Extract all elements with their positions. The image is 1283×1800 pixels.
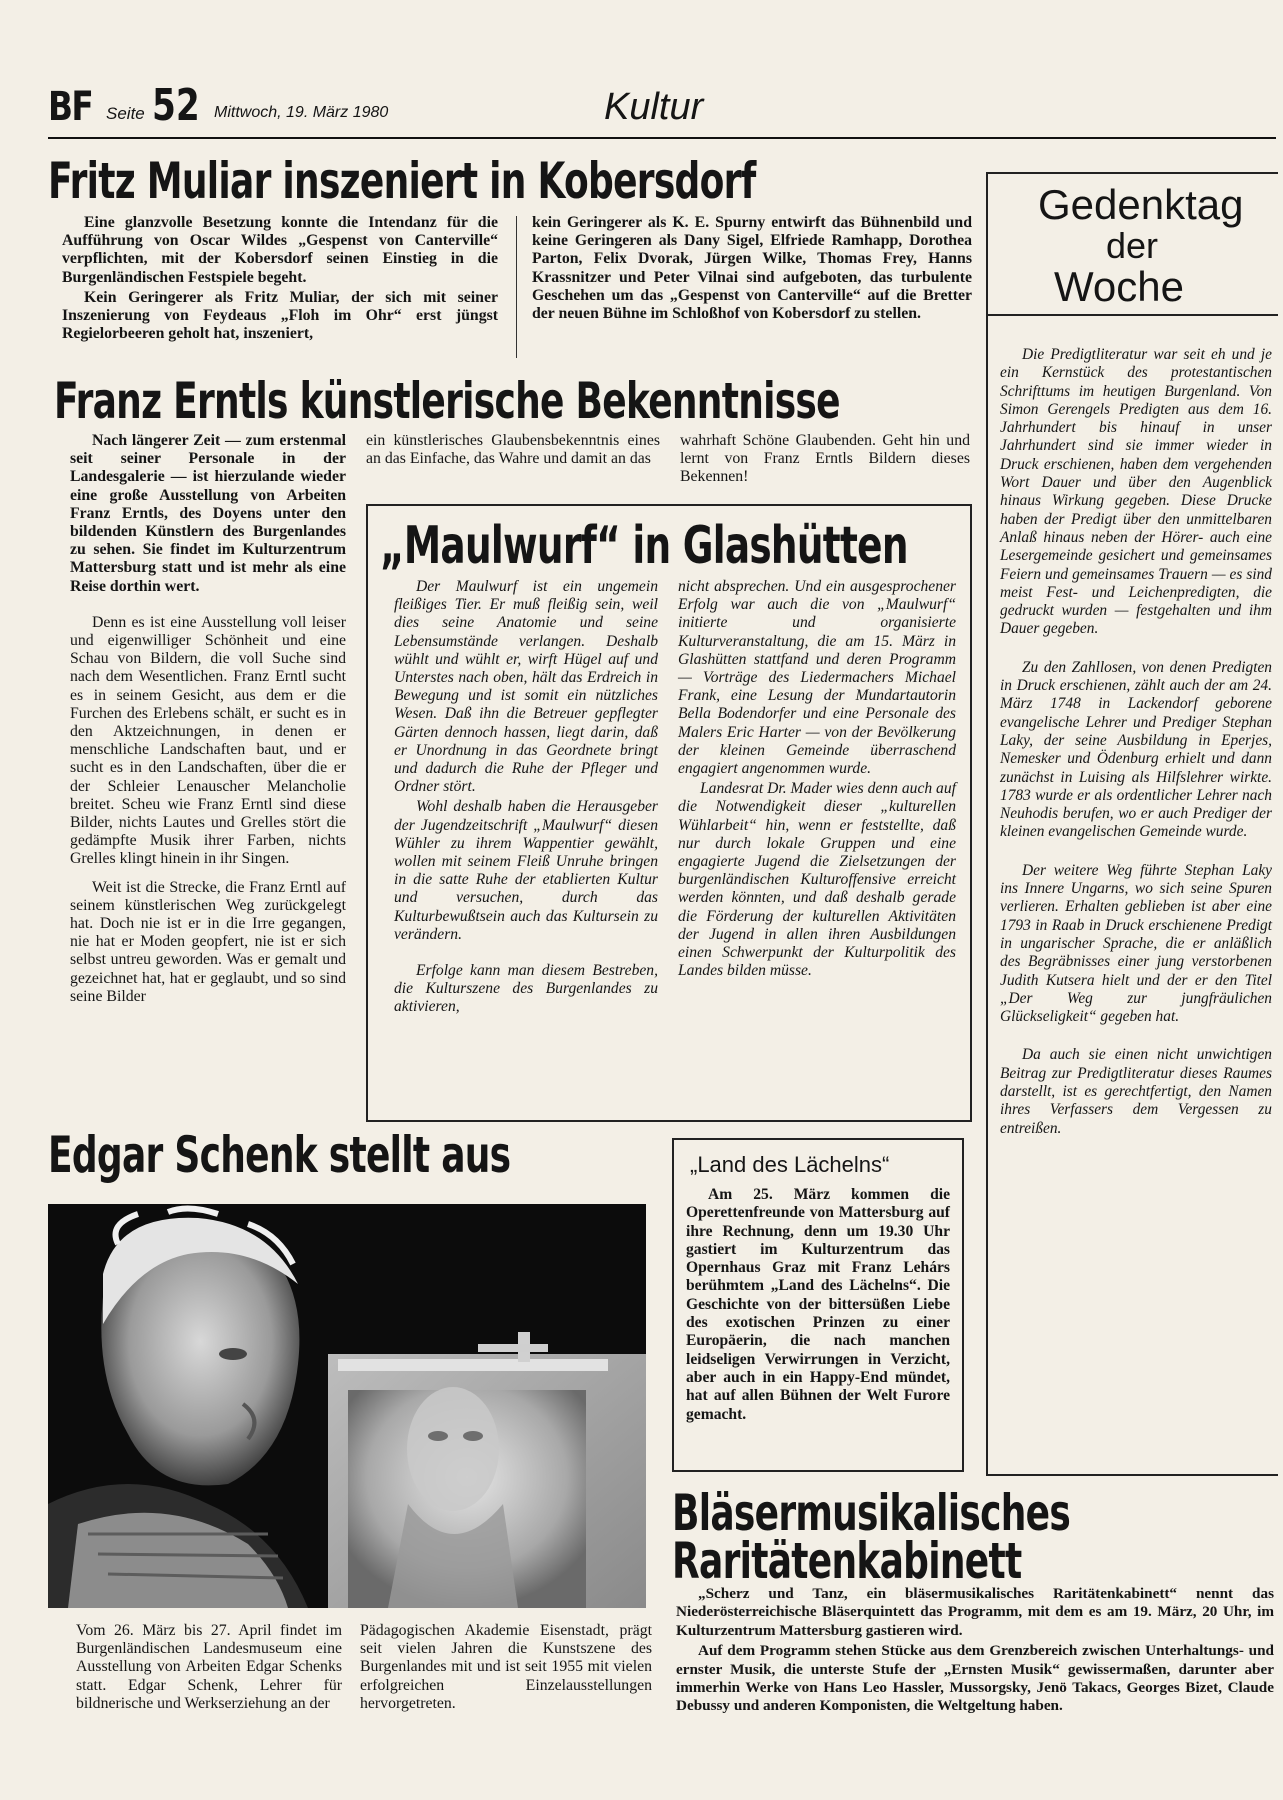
erntl-col2-text: ein künstlerisches Glaubensbekenntnis eines an das Einfache, das Wahre und damit an das <box>366 432 660 468</box>
maulwurf-paragraph: Wohl deshalb haben die Herausgeber der Jugendzeitschrift „Maulwurf“ diesen Wühler zu ihrem Wappentier gewählt, wollen mit seinem Fleiß Unruhe bringen in die satte Ruhe der etablierten Kultur und versuchen, durch das Kulturbewußtsein auch das Kultursein zu verändern. <box>394 798 658 943</box>
schenk-photo-image <box>48 1204 646 1608</box>
schenk-col1-text: Vom 26. März bis 27. April findet im Burgenländischen Landesmuseum eine Ausstellung von Arbeiten Edgar Schenks statt. Edgar Schenk, Lehrer für bildnerische und Werkserziehung an der <box>76 1622 342 1712</box>
muliar-paragraph: kein Geringerer als K. E. Spurny entwirft das Bühnenbild und keine Geringeren als Dany Sigel, Elfriede Ramhapp, Dorothea Parton, Felix Dvorak, Jürgen Wilke, Thomas Frey, Hanns Krassnitzer und Peter Vilnai sind aufgeboten, das turbulente Geschehen um das „Gespenst von Canterville“ auf die Bretter der neuen Bühne im Schloßhof von Kobersdorf zu stellen. <box>532 214 972 323</box>
logo: BF <box>48 84 93 130</box>
muliar-paragraph: Eine glanzvolle Besetzung konnte die Intendanz für die Aufführung von Oscar Wildes „Gespenst von Canterville“ verpflichten, mit der Kobersdorf seinen Einstieg in die Burgenländischen Festspiele begeht. <box>62 214 498 286</box>
erntl-headline: Franz Erntls künstlerische Bekenntnisse <box>54 372 840 430</box>
masthead-rule <box>48 137 1276 139</box>
gedenktag-body <box>1000 346 1272 1138</box>
maulwurf-headline: „Maulwurf“ in Glashütten <box>380 516 908 576</box>
schenk-col2-text: Pädagogischen Akademie Eisenstadt, prägt seit vielen Jahren die Kunstszene des Burgenlandes mit und ist seit 1955 mit vielen erfolgreichen Einzelausstellungen hervorgetreten. <box>360 1622 652 1712</box>
blaeser-body <box>676 1585 1274 1716</box>
erntl-col-2 <box>366 432 660 468</box>
muliar-paragraph: Kein Geringerer als Fritz Muliar, der sich mit seiner Inszenierung von Feydeaus „Floh im Ohr“ erst jüngst Regielorbeeren geholt hat, inszeniert, <box>62 288 498 343</box>
gedenktag-title-box <box>986 172 1278 316</box>
gedenktag-title-line3: Woche <box>1054 263 1184 310</box>
gedenktag-paragraph: Zu den Zahllosen, von denen Predigten in Druck erschienen, zählt auch der am 24. März 1748 in Lackendorf geborene evangelische Lehrer und Prediger Stephan Laky, der seine Ausbildung in Eperjes, Nemesker und Ödenburg erhielt und dann zunächst in Luising als Hilfslehrer wirkte. 1783 wurde er als ordentlicher Lehrer nach Neuhodis berufen, wo er auch Prediger der kleinen evangelischen Gemeinde wurde. <box>1000 658 1272 841</box>
blaeser-paragraph: „Scherz und Tanz, ein bläsermusikalisches Raritätenkabinett“ nennt das Niederösterreichische Bläserquintett das Programm, mit dem es am 19. März, 20 Uhr, im Kulturzentrum Mattersburg gastieren wird. <box>676 1585 1274 1639</box>
erntl-lead: Nach längerer Zeit — zum erstenmal seit seiner Personale in der Landesgalerie — ist hierzulande wieder eine große Ausstellung von Arbeiten Franz Erntls, des Doyens unter den bildenden Künstlern des Burgenlandes zu sehen. Sie findet im Kulturzentrum Mattersburg statt und ist mehr als eine Reise dorthin wert. <box>70 432 346 595</box>
maulwurf-paragraph: Landesrat Dr. Mader wies denn auch auf die Notwendigkeit dieser „kulturellen Wühlarbeit“ hin, wenn er feststellte, daß nur durch lokale Gruppen und eine engagierte Jugend die Zielsetzungen der burgenländischen Kulturoffensive erreicht werden könnten, und daß deshalb gerade die Förderung der kulturellen Aktivitäten der Jugend in allen ihren Ausbildungen einen Schwerpunkt der Kulturpolitik des Landes bilden müsse. <box>678 780 956 980</box>
issue-date: Mittwoch, 19. März 1980 <box>214 104 389 121</box>
page-number: 52 <box>152 80 200 131</box>
gedenktag-title-line1: Gedenktag <box>1038 181 1244 228</box>
muliar-col-2 <box>532 214 972 323</box>
page-label: Seite <box>106 104 145 123</box>
schenk-photo <box>48 1204 646 1608</box>
schenk-col-2 <box>360 1622 652 1713</box>
maulwurf-paragraph: Erfolge kann man diesem Bestreben, die Kulturszene des Burgenlandes zu aktivieren, <box>394 962 658 1016</box>
masthead <box>48 80 1276 136</box>
gedenktag-paragraph: Die Predigtliteratur war seit eh und je ein Kernstück des protestantischen Schrifttums im heutigen Burgenland. Von Simon Gerengels Predigten aus dem 16. Jahrhundert bis hinauf in unser Jahrhundert sind sie immer wieder in Druck erschienen, haben dem vergehenden Wort Dauer und über den Augenblick hinaus Wirkung gegeben. Diese Drucke haben der Predigt über den unmittelbaren Anlaß hinaus neben der Hörer- auch eine Lesergemeinde gesichert und gemeinsames Feiern und gemeinsames Trauern — es sind meist Fest- und Leichenpredigten, die gedruckt wurden — festgehalten und ihm Dauer gegeben. <box>1000 346 1272 638</box>
schenk-headline: Edgar Schenk stellt aus <box>48 1126 511 1184</box>
gedenktag-title-line2: der <box>1106 225 1159 266</box>
gedenktag-paragraph: Der weitere Weg führte Stephan Laky ins Innere Ungarns, wo sich seine Spuren verlieren. Erhalten geblieben ist aber eine 1793 in Raab in Druck erschienene Predigt in ungarischer Sprache, die er anläßlich des Begräbnisses einer jung verstorbenen Judith Kutsera hielt und der er den Titel „Der Weg zur jungfräulichen Glückseligkeit“ gegeben hat. <box>1000 861 1272 1026</box>
blaeser-paragraph: Auf dem Programm stehen Stücke aus dem Grenzbereich zwischen Unterhaltungs- und ernster Musik, die unterste Stufe der „Ernsten Musik“ gewissermaßen, darunter aber immerhin Werke von Hans Leo Hassler, Mussorgsky, Jenö Takacs, Georges Bizet, Claude Debussy und anderen Komponisten, die Weltgeltung haben. <box>676 1642 1274 1715</box>
schenk-col-1 <box>76 1622 342 1713</box>
laechelns-body: Am 25. März kommen die Operettenfreunde von Mattersburg auf ihre Rechnung, denn um 19.30 Uhr gastiert im Kulturzentrum das Opernhaus Graz mit Franz Lehárs berühmtem „Land des Lächelns“. Die Geschichte von der bittersüßen Liebe des exotischen Prinzen zu einer Europäerin, die nach manchen leidseligen Verwirrungen in Verzicht, aber auch in ein Happy-End mündet, hat auf allen Bühnen der Welt Furore gemacht. <box>686 1186 950 1423</box>
laechelns-title: „Land des Lächelns“ <box>690 1152 890 1177</box>
maulwurf-col-2 <box>678 578 956 980</box>
section-title: Kultur <box>604 86 704 128</box>
muliar-headline: Fritz Muliar inszeniert in Kobersdorf <box>48 152 756 210</box>
erntl-col3-text: wahrhaft Schöne Glaubenden. Geht hin und lernt von Franz Erntls Bildern dieses Bekennen! <box>680 432 970 486</box>
erntl-paragraph: Weit ist die Strecke, die Franz Erntl auf seinem künstlerischen Weg zurückgelegt hat. Doch nie ist er in die Irre gegangen, nie hat er Moden geopfert, nie ist er sich selbst untreu geworden. Was er gemalt und gezeichnet hat, hat er geglaubt, und so sind seine Bilder <box>70 878 346 1005</box>
erntl-col-1 <box>70 432 346 1006</box>
erntl-paragraph: Denn es ist eine Ausstellung voll leiser und eigenwilliger Schönheit und eine Schau von Bildern, die voll Suche sind nach dem Wesentlichen. Franz Erntl sucht es in seinem Gesicht, aus dem er die Furchen des Erlebens schält, er sucht es in den Aktzeichnungen, in denen er menschliche Landschaften baut, und er sucht es in den Landschaften, über die er der Schleier Lenauscher Melancholie breitet. Scheu wie Franz Erntl sind diese Bilder, nichts Lautes und Grelles stört die gedämpfte Musik ihrer Farben, nichts Grelles klingt hinein in ihr Singen. <box>70 613 346 868</box>
blaeser-headline-line1: Bläsermusikalisches <box>672 1484 1071 1542</box>
blaeser-headline-line2: Raritätenkabinett <box>672 1532 1022 1590</box>
maulwurf-paragraph: nicht absprechen. Und ein ausgesprochener Erfolg war auch die von „Maulwurf“ initierte und organisierte Kulturveranstaltung, die am 15. März in Glashütten stattfand und deren Programm — Vorträge des Liedermachers Michael Frank, eine Lesung der Mundartautorin Bella Bodendorfer und eine Personale des Malers Eric Harter — von der Bevölkerung der kleinen Gemeinde überraschend engagiert angenommen wurde. <box>678 578 956 778</box>
maulwurf-paragraph: Der Maulwurf ist ein ungemein fleißiges Tier. Er muß fleißig sein, weil dies seine Anatomie und seine Lebensumstände verlangen. Deshalb wühlt und wühlt er, wirft Hügel auf und Unterstes nach oben, hält das Erdreich in Bewegung und ist somit ein nützliches Wesen. Daß ihn die Betreuer gepflegter Gärten dennoch hassen, liegt darin, daß er Unordnung in das Geordnete bringt und dadurch die Ruhe der Pfleger und Ordner stört. <box>394 578 658 796</box>
laechelns-body-column <box>686 1186 950 1424</box>
column-rule <box>516 216 517 358</box>
erntl-col-3 <box>680 432 970 487</box>
muliar-col-1 <box>62 214 498 343</box>
maulwurf-col-1 <box>394 578 658 1017</box>
gedenktag-paragraph: Da auch sie einen nicht unwichtigen Beitrag zur Predigtliteratur dieses Raumes darstellt, ist es gerechtfertigt, den Namen ihres Verfassers dem Vergessen zu entreißen. <box>1000 1046 1272 1137</box>
